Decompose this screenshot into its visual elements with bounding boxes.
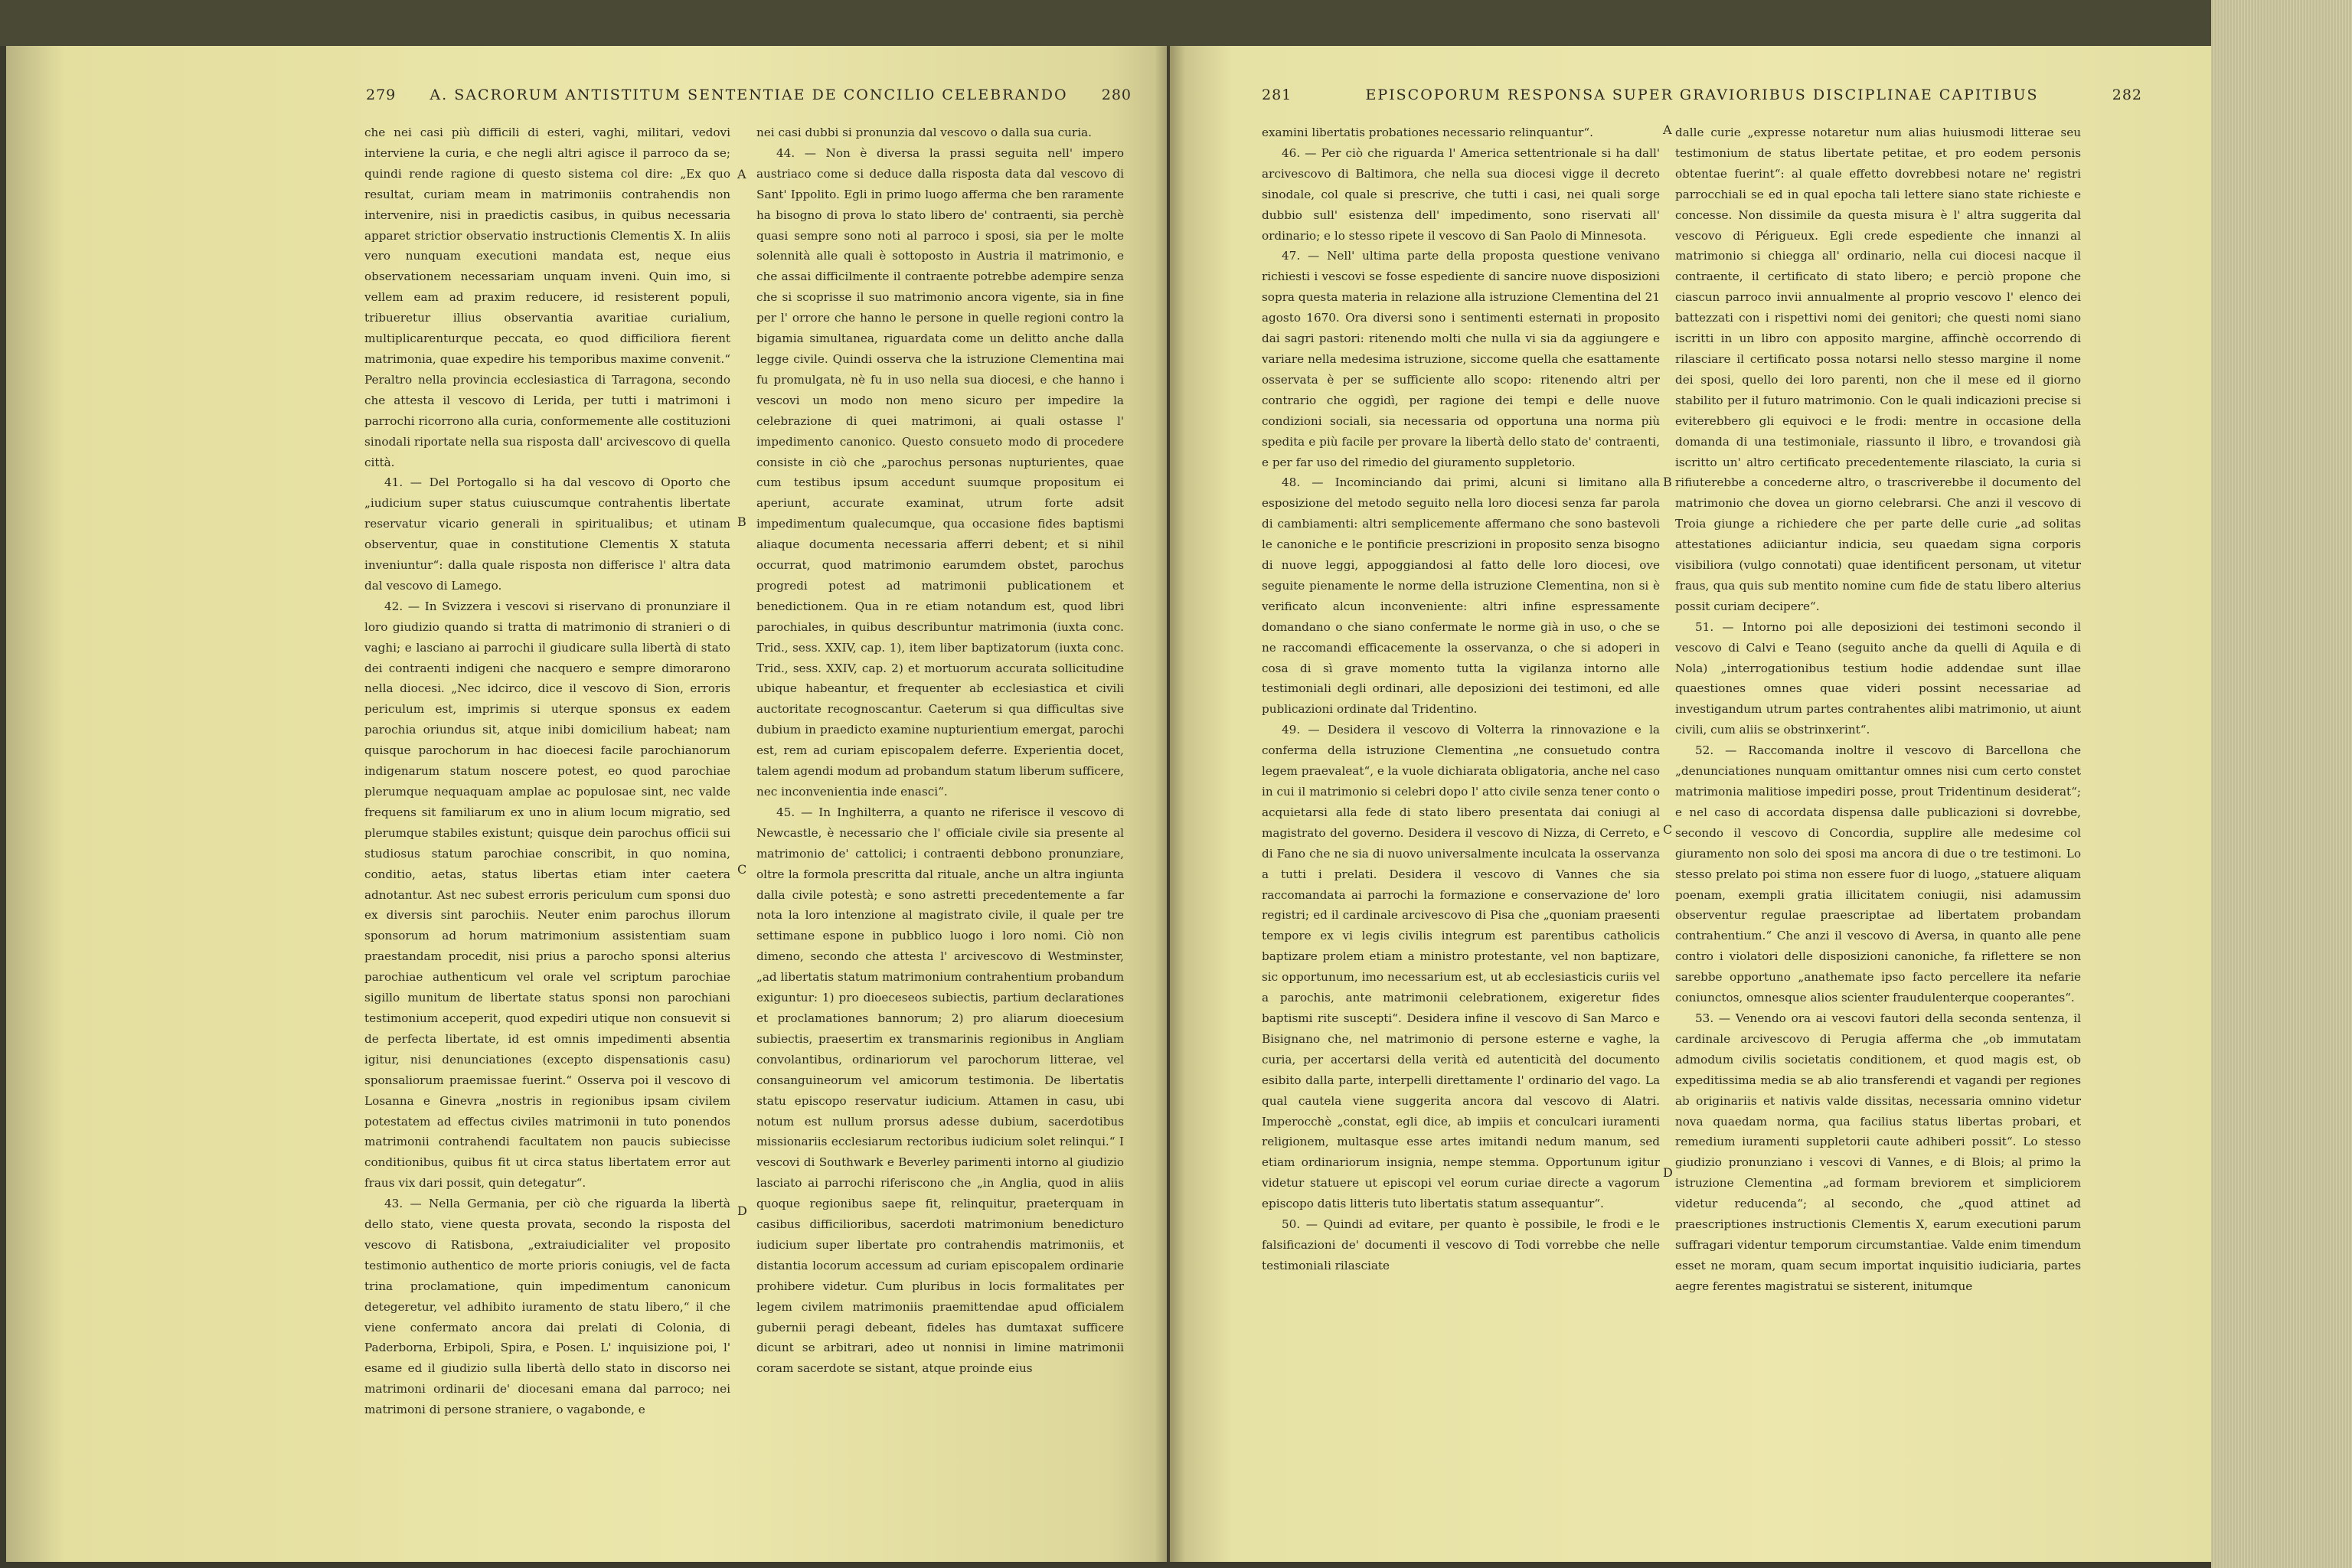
paragraph-46: 46. — Per ciò che riguarda l' America settentrionale si ha dall' arcivescovo di Baltimora, che nella sua diocesi vigge il decreto sinodale, col quale si prescrive, che tutti i casi, nei quali sorge dubbio sull' esistenza dell' impedimento, sono riservati all' ordinario; e lo stesso ripete il vescovo di San Paolo di Minnesota.: [1262, 145, 1660, 243]
left-page-number-279: 279: [366, 87, 397, 103]
left-page-header: [366, 77, 1132, 113]
paragraph-50: 50. — Quindi ad evitare, per quanto è possibile, le frodi e le falsificazioni de' documenti il vescovo di Todi vorrebbe che nelle testimoniali rilasciate: [1262, 1217, 1660, 1272]
margin-letter-c: C: [1663, 822, 1673, 837]
left-page-number-280: 280: [1101, 87, 1132, 103]
right-column-2: [1675, 122, 2081, 1297]
left-page: [6, 46, 1167, 1562]
paragraph-45: 45. — In Inghilterra, a quanto ne riferisce il vescovo di Newcastle, è necessario che l' officiale civile sia presente al matrimonio de' cattolici; i contraenti debbono pronunziare, oltre la formola prescritta dal rituale, anche un altra ingiunta dalla civile potestà; e sono astretti precedentemente a far nota la loro intenzione al magistrato civile, il quale per tre settimane espone in pubblico luogo i loro nomi. Ciò non dimeno, secondo che attesta l' arcivescovo di Westminster, „ad libertatis statum matrimonium contrahentium probandum exiguntur: 1) pro dioeceseos subiectis, partium declarationes et proclamationes bannorum; 2) pro aliarum dioecesium subiectis, praesertim ex transmarinis regionibus in Angliam convolantibus, ordinariorum vel parochorum litterae, vel consanguineorum vel amicorum testimonia. De libertatis statu episcopo reservatur iudicium. Attamen in casu, ubi notum est nullum prorsus adesse dubium, sacerdotibus missionariis ecclesiarum rectoribus iudicium solet relinqui.“ I vescovi di Southwark e Beverley parimenti intorno al giudizio lasciato ai parrochi riferiscono che „in Anglia, quod in aliis quoque regionibus saepe fit, relinquitur, praeterquam in casibus difficilioribus, sacerdoti matrimonium benedicturo iudicium super libertate pro contrahendis matrimoniis, et distantia locorum accessum ad curiam episcopalem ordinarie prohibere videtur. Cum pluribus in locis formalitates per legem civilem matrimoniis praemittendae apud officialem gubernii peragi debeant, fideles has dumtaxat sufficere dicunt se arbitrari, adeo ut nonnisi in limine matrimonii coram sacerdote se sistant, atque proinde eius: [756, 805, 1124, 1376]
paragraph-41: 41. — Del Portogallo si ha dal vescovo di Oporto che „iudicium super status cuiuscumque contrahentis libertate reservatur vicario generali in spiritualibus; et utinam observentur, quae in constitutione Clementis X statuta inveniuntur“: dalla quale risposta non differisce l' altra data dal vescovo di Lamego.: [364, 475, 730, 593]
paragraph: che nei casi più difficili di esteri, vaghi, militari, vedovi interviene la curia, e che negli altri agisce il parroco da se; quindi rende ragione di questo sistema col dire: „Ex quo resultat, curiam meam in matrimoniis contrahendis non intervenire, nisi in praedictis casibus, in quibus necessaria apparet strictior observatio instructionis Clementis X. In aliis vero nunquam executioni mandata est, neque eius observationem necessariam unquam inveni. Quin imo, si vellem eam ad praxim reducere, id resisterent populi, tribueretur illius observantia avaritiae curialium, multiplicarenturque peccata, eo quod difficiliora fierent matrimonia, quae expedire his temporibus maxime convenit.“ Peraltro nella provincia ecclesiastica di Tarragona, secondo che attesta il vescovo di Lerida, per tutti i matrimoni i parrochi ricorrono alla curia, conformemente alle costituzioni sinodali riportate nella sua risposta dall' arcivescovo di quella città.: [364, 126, 730, 469]
paragraph-42: 42. — In Svizzera i vescovi si riservano di pronunziare il loro giudizio quando si tratta di matrimonio di stranieri o di vaghi; e lasciano ai parrochi il giudicare sulla libertà di stato dei contraenti indigeni che nacquero e sempre dimorarono nella diocesi. „Nec idcirco, dice il vescovo di Sion, erroris periculum est, imprimis si uterque sponsus ex eadem parochia oriundus sit, atque inibi domicilium habeat; nam quisque parochorum in hac dioecesi facile parochianorum indigenarum statum noscere potest, eo quod parochiae plerumque nequaquam amplae ac populosae sint, nec valde frequens sit familiarum ex uno in alium locum migratio, sed plerumque stabiles existunt; quisque dein parochus officii sui studiosus statum parochiae conscribit, in quo nomina, conditio, aetas, status libertas etiam inter caetera adnotantur. Ast nec subest erroris periculum cum sponsi duo ex diversis sint parochiis. Neuter enim parochus illorum sponsorum ad horum matrimonium assistentiam suam praestandam procedit, nisi prius a parocho sponsi alterius parochiae authenticum vel orale vel scriptum parochiae sigillo munitum de libertate status sponsi non parochiani testimonium acceperit, quod expediri utique non consuevit si de perfecta libertate, id est omnis impedimenti absentia igitur, nisi denunciationes (excepto dispensationis casu) sponsaliorum praemissae fuerint.“ Osserva poi il vescovo di Losanna e Ginevra „nostris in regionibus ipsam civilem potestatem ad effectus civiles matrimonii in tuto ponendos matrimonii contrahendi facultatem non paucis subiecisse conditionibus, quibus fit ut circa status libertatem error aut fraus vix dari possit, quin detegatur“.: [364, 599, 730, 1191]
scan-background-top: [0, 0, 2211, 46]
paragraph: dalle curie „expresse notaretur num alias huiusmodi litterae seu testimonium de status libertate petitae, et pro eodem personis obtentae fuerint“: al quale effetto dovrebbesi notare ne' registri parrocchiali se ed in qual epocha tali lettere siano state richieste e concesse. Non dissimile da questa misura è l' altra suggerita dal vescovo di Périgueux. Egli crede espediente che innanzi al matrimonio si chiegga all' ordinario, nella cui diocesi nacque il contraente, il certificato di stato libero; e perciò propone che ciascun parroco invii annualmente al proprio vescovo l' elenco dei battezzati con i rispettivi nomi dei genitori; che questi nomi siano iscritti in un libro con apposito margine, affinchè occorrendo di rilasciare il certificato possa notarsi nello stesso margine il nome dei sposi, quello dei loro parenti, non che il mese ed il giorno stabilito per il futuro matrimonio. Con le quali indicazioni precise si eviterebbero gli equivoci e le frodi: mentre in occasione della domanda di una testimoniale, riassunto il libro, e trovandosi già iscritto un' altro certificato precedentemente rilasciato, la curia si rifiuterebbe a concederne altro, o trascriverebbe il documento del matrimonio che dovea un giorno celebrarsi. Che anzi il vescovo di Troia giunge a richiedere che per parte delle curie „ad solitas attestationes adiiciantur indicia, seu quaedam signa corporis visibiliora (vulgo connotati) quae identificent personam, ut vitetur fraus, qua quis sub mentito nomine cum fide de statu libero alterius possit curiam decipere“.: [1675, 126, 2081, 613]
left-running-head: A. SACRORUM ANTISTITUM SENTENTIAE DE CONCILIO CELEBRANDO: [430, 87, 1068, 103]
page-edge-stack: [2211, 0, 2352, 1568]
right-column-1: [1262, 122, 1660, 1276]
paragraph: nei casi dubbi si pronunzia dal vescovo o dalla sua curia.: [756, 126, 1092, 139]
margin-letter-d: D: [737, 1204, 747, 1218]
margin-letter-a: A: [737, 167, 746, 181]
paragraph-49: 49. — Desidera il vescovo di Volterra la rinnovazione e la conferma della istruzione Clementina „ne consuetudo contra legem praevaleat“, e la vuole dichiarata obligatoria, anche nel caso in cui il matrimonio si celebri dopo l' atto civile senza tener conto o acquietarsi alla fede di stato libero presentata dai coniugi al magistrato del governo. Desidera il vescovo di Nizza, di Cerreto, e di Fano che ne sia di nuovo universalmente inculcata la osservanza a tutti i prelati. Desidera il vescovo di Vannes che sia raccomandata ai parrochi la formazione e conservazione de' loro registri; ed il cardinale arcivescovo di Pisa che „quoniam praesenti tempore ex vi legis civilis integrum est parentibus catholicis baptizare prolem etiam a ministro protestante, vel non baptizare, sic opportunum, imo necessarium est, ut ab ecclesiasticis curiis vel a parochis, ante matrimonii celebrationem, exigeretur fides baptismi rite suscepti“. Desidera infine il vescovo di San Marco e Bisignano che, nel matrimonio di persone esterne e vaghe, la curia, per accertarsi della verità ed autenticità del documento esibito dalla parte, interpelli direttamente l' ordinario del vago. La qual cautela viene suggerita ancora dal vescovo di Alatri. Imperocchè „constat, egli dice, ab impiis et conculcari iuramenti religionem, multasque esse artes imitandi nedum manum, sed etiam ordinariorum insignia, nempe stemma. Opportunum igitur videtur statuere ut episcopi vel eorum curiae directe a vagorum episcopo datis litteris tuto libertatis statum assequantur“.: [1262, 723, 1661, 1211]
right-page: [1170, 46, 2211, 1562]
paragraph-53: 53. — Venendo ora ai vescovi fautori della seconda sentenza, il cardinale arcivescovo di Perugia afferma che „ob immutatam admodum civilis societatis conditionem, et quod magis est, ob expeditissima media se ab alio transferendi et vagandi per regiones ab originariis et nativis valde dissitas, necessaria omnino videtur nova quaedam norma, qua facilius status libertas probari, et remedium iuramenti suppletorii caute adhiberi possit“. Lo stesso giudizio pronunziano i vescovi di Vannes, e di Blois; al primo la istruzione Clementina „ad formam breviorem et simpliciorem videtur reducenda“; al secondo, che „quod attinet ad praescriptiones instructionis Clementis X, earum executioni parum suffragari videntur temporum circumstantiae. Valde enim timendum esset ne moram, quam secum importat inquisitio iudiciaria, partes aegre ferentes magistratui se sisterent, initumque: [1675, 1011, 2081, 1293]
paragraph: examini libertatis probationes necessario relinquantur“.: [1262, 126, 1593, 139]
paragraph-51: 51. — Intorno poi alle deposizioni dei testimoni secondo il vescovo di Calvi e Teano (seguito anche da quelli di Aquila e di Nola) „interrogationibus testium hodie addendae sunt illae quaestiones omnes quae videri possint necessariae ad investigandum utrum partes contrahentes alibi matrimonio, ut aiunt civili, cum aliis se obstrinxerint“.: [1675, 619, 2081, 737]
right-page-number-281: 281: [1262, 87, 1292, 103]
paragraph-43: 43. — Nella Germania, per ciò che riguarda la libertà dello stato, viene questa provata, secondo la risposta del vescovo di Ratisbona, „extraiudicialiter vel proposito testimonio authentico de morte prioris coniugis, vel de facta trina proclamatione, quin impedimentum canonicum detegeretur, vel adhibito iuramento de statu libero,“ il che viene confermato ancora dai prelati di Colonia, di Paderborna, Erbipoli, Spira, e Posen. L' inquisizione poi, l' esame ed il giudizio sulla libertà dello stato in discorso nei matrimoni ordinarii de' diocesani emana dal parroco; nei matrimoni di persone straniere, o vagabonde, e: [364, 1197, 730, 1417]
margin-letter-a: A: [1663, 122, 1672, 137]
right-page-number-282: 282: [2112, 87, 2142, 103]
margin-letter-c: C: [737, 862, 747, 877]
paragraph-47: 47. — Nell' ultima parte della proposta questione venivano richiesti i vescovi se fosse espediente di sancire nuove disposizioni sopra questa materia in relazione alla istruzione Clementina del 21 agosto 1670. Ora diversi sono i sentimenti esternati in proposito dai sagri pastori: ritenendo molti che nulla vi sia da aggiungere e variare nella medesima istruzione, siccome quella che esattamente osservata è per se sufficiente allo scopo: ritenendo altri per contrario che oggidì, per ragione dei tempi e delle nuove condizioni sociali, sia necessaria od opportuna una norma più spedita e più facile per provare la libertà dello stato de' contraenti, e per far uso del rimedio del giuramento suppletorio.: [1262, 249, 1660, 469]
paragraph-52: 52. — Raccomanda inoltre il vescovo di Barcellona che „denunciationes nunquam omittantur omnes nisi cum certo constet matrimonia malitiose impediri posse, prout Tridentinum desiderat“; e nel caso di accordata dispensa dalle publicazioni si dovrebbe, secondo il vescovo di Concordia, supplire alle medesime col giuramento non solo dei sposi ma ancora di due o tre testimoni. Lo stesso prelato poi stima non essere fuor di luogo, „statuere aliquam poenam, exempli gratia illicitatem coniugii, nisi adamussim observentur regulae praescriptae ad libertatem probandam contrahentium.“ Che anzi il vescovo di Aversa, in quanto alle pene contro i violatori delle disposizioni canoniche, fa riflettere se non sarebbe opportuno „anathemate ipso facto percellere ita nefarie coniunctos, omnesque alios scienter fraudulenterque cooperantes“.: [1675, 743, 2081, 1005]
left-column-2: [756, 122, 1124, 1379]
left-column-1: [364, 122, 730, 1420]
paragraph-44: 44. — Non è diversa la prassi seguita nell' impero austriaco come si deduce dalla risposta data dal vescovo di Sant' Ippolito. Egli in primo luogo afferma che ben raramente ha bisogno di prova lo stato libero de' contraenti, sia perchè quasi sempre sono noti al parroco i sposi, sia per le molte solennità alle quali è sottoposto in Austria il matrimonio, e che assai difficilmente il contraente potrebbe adempire senza che si scoprisse il suo matrimonio ancora vigente, sia in fine per l' orrore che hanno le persone in quelle regioni contro la bigamia simultanea, riguardata come un delitto anche dalla legge civile. Quindi osserva che la istruzione Clementina mai fu promulgata, nè fu in uso nella sua diocesi, e che hanno i vescovi un modo non meno sicuro per impedire la celebrazione di quei matrimoni, ai quali ostasse l' impedimento canonico. Questo consueto modo di procedere consiste in ciò che „parochus personas nupturientes, quae cum testibus ipsum accedunt suumque propositum ei aperiunt, accurate examinat, utrum forte adsit impedimentum qualecumque, qua occasione fides baptismi aliaque documenta necessaria afferri debent; et si nihil occurrat, quod matrimonio earumdem obstet, parochus progredi potest ad matrimonii publicationem et benedictionem. Qua in re etiam notandum est, quod libri parochiales, in quibus describuntur matrimonia (iuxta conc. Trid., sess. XXIV, cap. 1), item liber baptizatorum (iuxta conc. Trid., sess. XXIV, cap. 2) et mortuorum accurata sollicitudine ubique habeantur, et frequenter ab ecclesiastica et civili auctoritate recognoscantur. Caeterum si qua difficultas sive dubium in praedicto examine nupturientium emergat, parochi est, rem ad curiam episcopalem deferre. Experientia docet, talem agendi modum ad probandum statum liberum sufficere, nec inconvenientia inde enasci“.: [756, 145, 1124, 799]
right-page-header: [1262, 77, 2142, 113]
paragraph-48: 48. — Incominciando dai primi, alcuni si limitano alla esposizione del metodo seguito nella loro diocesi senza far parola di cambiamenti: altri semplicemente affermano che sono bastevoli le canoniche e le pontificie prescrizioni in proposito senza bisogno di nuove leggi, appoggiandosi al fatto delle loro diocesi, ove seguite pienamente le norme della istruzione Clementina, non si è verificato alcun inconveniente: altri infine espressamente domandano o che siano confermate le norme già in uso, o che se ne raccomandi efficacemente la osservanza, o che si adoperi in cosa di sì grave momento tutta la vigilanza intorno alle testimoniali degli ordinari, alle deposizioni dei testimoni, ed alle publicazioni ordinate dal Tridentino.: [1262, 475, 1660, 717]
margin-letter-b: B: [1663, 475, 1672, 489]
margin-letter-b: B: [737, 514, 746, 529]
margin-letter-d: D: [1663, 1165, 1673, 1180]
right-running-head: EPISCOPORUM RESPONSA SUPER GRAVIORIBUS DISCIPLINAE CAPITIBUS: [1365, 87, 2039, 103]
book-gutter-shadow: [1155, 46, 1185, 1562]
